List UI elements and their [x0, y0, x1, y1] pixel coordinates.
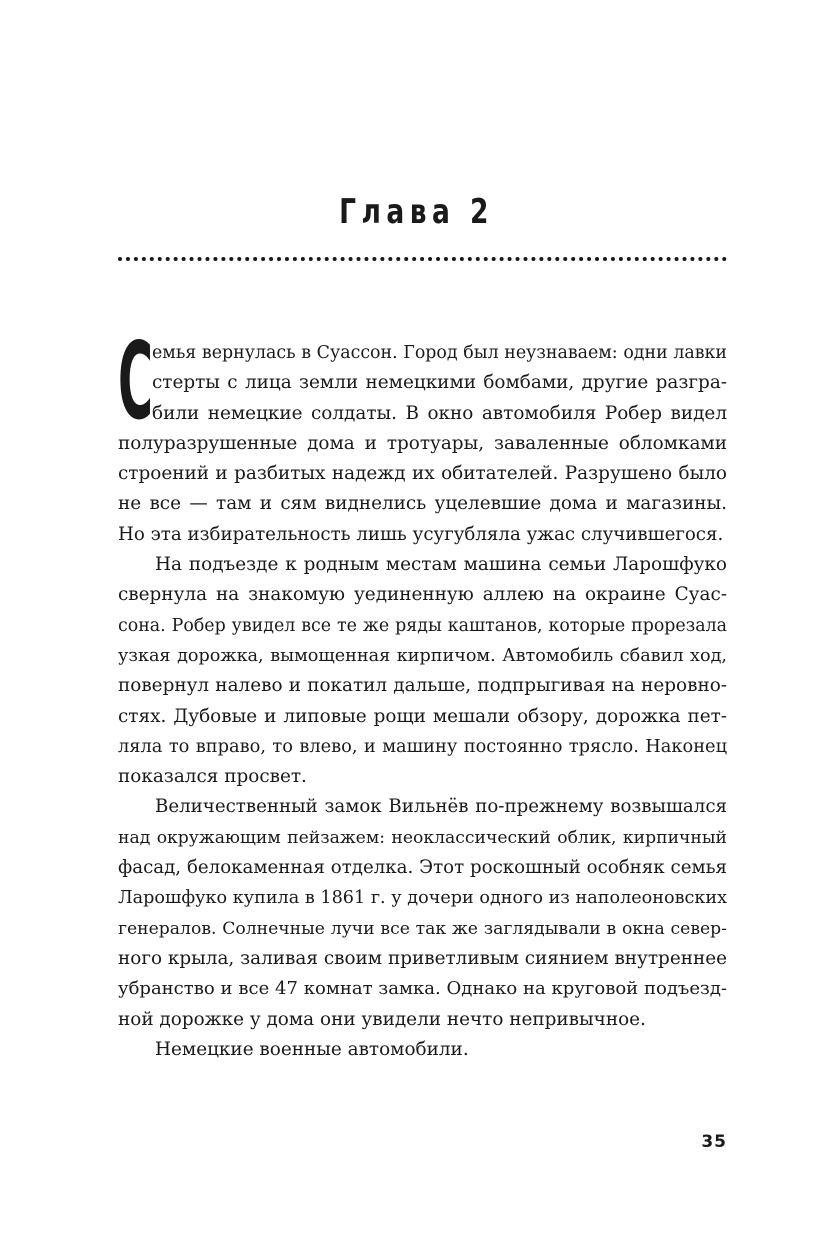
text-line: узкая дорожка, вымощенная кирпичом. Автомобиль сбавил ход, [118, 645, 727, 666]
text-line: сона. Робер увидел все те же ряды каштанов, которые прорезала [118, 615, 727, 636]
text-line: повернул налево и покатил дальше, подпрыгивая на неровно- [118, 675, 727, 697]
text-line: не все — там и сям виднелись уцелевшие дома и магазины. [118, 493, 727, 515]
page-number: 35 [701, 1132, 727, 1152]
text-line: ного крыла, заливая своим приветливым сиянием внутреннее [118, 947, 727, 969]
text-line: емья вернулась в Суассон. Город был неузнаваем: одни лавки [152, 343, 727, 363]
text-line: показался просвет. [118, 766, 307, 788]
text-line: над окружающим пейзажем: неоклассический облик, кирпичный [118, 827, 727, 848]
text-line: били немецкие солдаты. В окно автомобиля Робер видел [152, 402, 727, 424]
text-line: полуразрушенные дома и тротуары, заваленные обломками [118, 432, 727, 454]
dotted-divider [118, 257, 727, 261]
chapter-title: Глава 2 [339, 192, 494, 232]
text-line: строений и разбитых надежд их обитателей. Разрушено было [118, 463, 727, 485]
text-line: На подъезде к родным местам машина семьи Ларошфуко [155, 554, 727, 576]
text-line: свернула на знакомую уединенную аллею на окраине Суас- [118, 584, 727, 606]
text-line: убранство и все 47 комнат замка. Однако на круговой подъезд- [118, 978, 727, 1000]
text-line: Величественный замок Вильнёв по-прежнему возвышался [155, 796, 727, 818]
text-line: Но эта избирательность лишь усугубляла ужас случившегося. [118, 523, 724, 545]
text-line: генералов. Солнечные лучи все так же заглядывали в окна север- [118, 918, 727, 939]
drop-cap: С [118, 320, 154, 443]
text-line: ляла то вправо, то влево, и машину постоянно трясло. Наконец [118, 735, 727, 757]
text-line: фасад, белокаменная отделка. Этот роскошный особняк семья [118, 857, 727, 879]
text-line: стях. Дубовые и липовые рощи мешали обзору, дорожка пет- [118, 705, 727, 727]
text-line: стерты с лица земли немецкими бомбами, другие разгра- [152, 372, 727, 394]
text-line: Ларошфуко купила в 1861 г. у дочери одного из наполеоновских [118, 888, 727, 909]
text-line: Немецкие военные автомобили. [155, 1038, 469, 1060]
text-line: ной дорожке у дома они увидели нечто непривычное. [118, 1008, 646, 1030]
body-text [118, 320, 727, 1065]
